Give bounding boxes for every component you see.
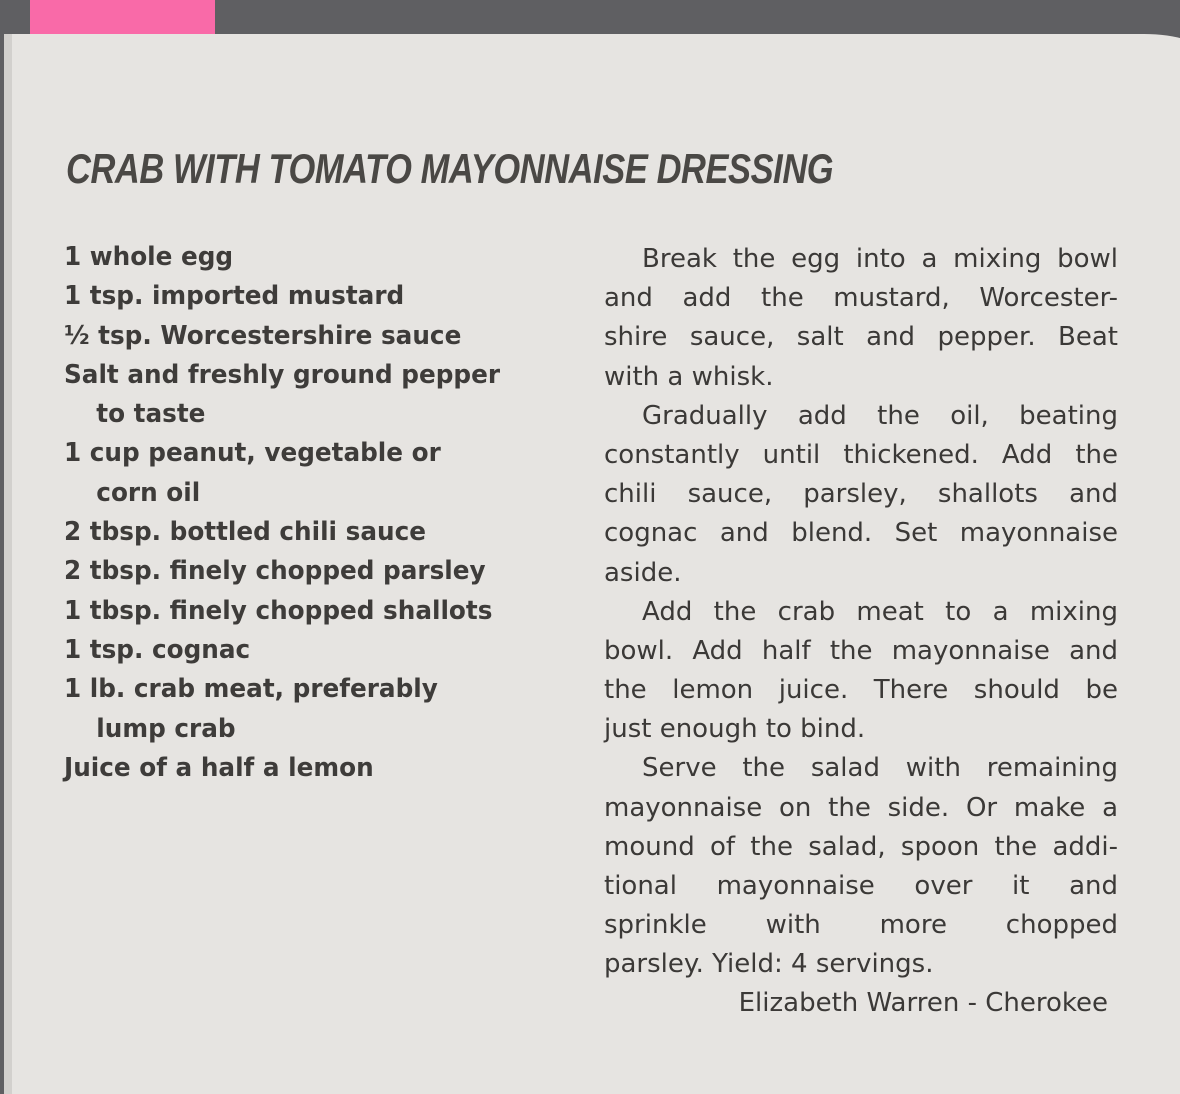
direction-line: parsley. Yield: 4 servings. <box>604 949 934 980</box>
direction-line: chili sauce, parsley, shallots and <box>604 479 1118 510</box>
direction-line: Break the egg into a mixing bowl <box>642 244 1118 274</box>
direction-line: mound of the salad, spoon the addi- <box>604 831 1118 862</box>
ingredient-continuation: corn oil <box>96 477 201 508</box>
ingredient-item: 1 whole egg <box>64 242 234 272</box>
direction-line: Serve the salad with remaining <box>642 753 1118 784</box>
direction-line: mayonnaise on the side. Or make a <box>604 792 1118 823</box>
direction-line: and add the mustard, Worcester- <box>604 283 1118 314</box>
direction-line: Add the crab meat to a mixing <box>642 596 1118 627</box>
direction-line: tional mayonnaise over it and <box>604 871 1118 901</box>
ingredient-item: 1 cup peanut, vegetable or <box>64 438 441 469</box>
ingredients-list <box>64 238 584 788</box>
ingredient-item: ½ tsp. Worcestershire sauce <box>64 320 462 351</box>
ingredient-item: 1 tsp. cognac <box>64 634 251 665</box>
ingredient-item: Juice of a half a lemon <box>64 752 374 783</box>
ingredient-continuation: to taste <box>96 399 206 430</box>
direction-line: with a whisk. <box>604 361 774 392</box>
ingredient-item: 1 lb. crab meat, preferably <box>64 674 438 705</box>
ingredient-item: 1 tbsp. finely chopped shallots <box>64 595 493 626</box>
direction-line: shire sauce, salt and pepper. Beat <box>604 322 1118 353</box>
ingredient-continuation: lump crab <box>96 713 236 744</box>
ingredient-item: 2 tbsp. bottled chili sauce <box>64 517 426 548</box>
directions <box>604 240 1118 985</box>
direction-line: constantly until thickened. Add the <box>604 439 1118 470</box>
recipe-title: CRAB WITH TOMATO MAYONNAISE DRESSING <box>66 145 834 192</box>
direction-line: bowl. Add half the mayonnaise and <box>604 635 1118 666</box>
direction-line: just enough to bind. <box>604 714 866 745</box>
direction-line: aside. <box>604 557 682 588</box>
direction-line: cognac and blend. Set mayonnaise <box>604 518 1118 549</box>
direction-line: sprinkle with more chopped <box>604 910 1118 941</box>
ingredient-item: 2 tbsp. finely chopped parsley <box>64 556 486 587</box>
direction-line: Gradually add the oil, beating <box>642 400 1118 431</box>
recipe-author: Elizabeth Warren - Cherokee <box>738 988 1108 1018</box>
ingredient-item: Salt and freshly ground pepper <box>64 359 501 390</box>
ingredient-item: 1 tsp. imported mustard <box>64 281 405 312</box>
direction-line: the lemon juice. There should be <box>604 675 1118 706</box>
